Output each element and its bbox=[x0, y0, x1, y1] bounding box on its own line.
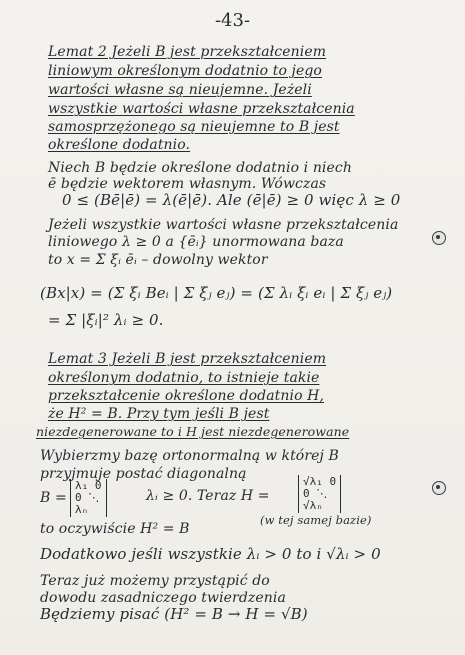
proof3-line-3: λᵢ ≥ 0. Teraz H = bbox=[146, 488, 270, 504]
lemma2-line-5: samosprzężonego są nieujemne to B jest bbox=[48, 119, 340, 135]
binder-hole-icon bbox=[432, 481, 446, 495]
proof3-line-8: dowodu zasadniczego twierdzenia bbox=[40, 590, 286, 606]
lemma2-line-3: wartości własne są nieujemne. Jeżeli bbox=[48, 82, 312, 98]
matrix-b-row: 0 ⋱ bbox=[75, 491, 100, 504]
proof2-line-4: Jeżeli wszystkie wartości własne przekształcenia bbox=[48, 217, 399, 233]
lemma2-line-6: określone dodatnio. bbox=[48, 137, 191, 153]
proof2-line-1: Niech B będzie określone dodatnio i niech bbox=[48, 160, 352, 176]
matrix-b bbox=[70, 479, 107, 517]
lemma3-line-1: Lemat 3 Jeżeli B jest przekształceniem bbox=[48, 351, 327, 367]
proof2-line-5: liniowego λ ≥ 0 a {ēᵢ} unormowana baza bbox=[48, 234, 344, 250]
proof2-line-8: = Σ |ξᵢ|² λᵢ ≥ 0. bbox=[48, 311, 164, 329]
proof2-line-6: to x = Σ ξᵢ ēᵢ – dowolny wektor bbox=[48, 252, 268, 268]
proof3-line-5: to oczywiście H² = B bbox=[40, 521, 190, 537]
lemma3-line-2: określonym dodatnio, to istnieje takie bbox=[48, 370, 320, 386]
proof3-line-7: Teraz już możemy przystąpić do bbox=[40, 573, 270, 589]
proof3-line-4: (w tej samej bazie) bbox=[260, 513, 372, 527]
lemma3-line-5: niezdegenerowane to i H jest niezdegenerowane bbox=[36, 424, 350, 439]
proof2-line-3: 0 ≤ (Bē|ē) = λ(ē|ē). Ale (ē|ē) ≥ 0 więc λ ≥ 0 bbox=[62, 191, 401, 209]
proof3-line-1: Wybierzmy bazę ortonormalną w której B bbox=[40, 448, 339, 464]
page-number: -43- bbox=[214, 10, 251, 31]
lemma3-line-4: że H² = B. Przy tym jeśli B jest bbox=[48, 406, 270, 422]
matrix-h bbox=[298, 475, 341, 513]
proof2-line-2: ē będzie wektorem własnym. Wówczas bbox=[48, 176, 327, 192]
matrix-h-row: 0 ⋱ bbox=[303, 487, 328, 500]
matrix-h-row: √λ₁ 0 bbox=[303, 475, 337, 488]
lemma2-line-1: Lemat 2 Jeżeli B jest przekształceniem bbox=[48, 44, 327, 60]
matrix-b-row: λₙ bbox=[75, 503, 89, 516]
matrix-b-row: λ₁ 0 bbox=[75, 479, 102, 492]
proof3-line-9: Będziemy pisać (H² = B → H = √B) bbox=[40, 605, 308, 623]
lemma3-line-3: przekształcenie określone dodatnio H, bbox=[48, 388, 325, 404]
matrix-b-label: B = bbox=[40, 490, 67, 506]
proof3-line-6: Dodatkowo jeśli wszystkie λᵢ > 0 to i √λᵢ > 0 bbox=[40, 545, 381, 563]
proof3-line-2: przyjmuje postać diagonalną bbox=[40, 466, 247, 482]
matrix-h-row: √λₙ bbox=[303, 499, 323, 512]
lemma2-line-2: liniowym określonym dodatnio to jego bbox=[48, 63, 322, 79]
binder-hole-icon bbox=[432, 231, 446, 245]
proof2-line-7: (Bx|x) = (Σ ξᵢ Beᵢ | Σ ξⱼ eⱼ) = (Σ λᵢ ξᵢ eᵢ | Σ ξⱼ eⱼ) bbox=[40, 284, 393, 302]
lemma2-line-4: wszystkie wartości własne przekształcenia bbox=[48, 101, 355, 117]
